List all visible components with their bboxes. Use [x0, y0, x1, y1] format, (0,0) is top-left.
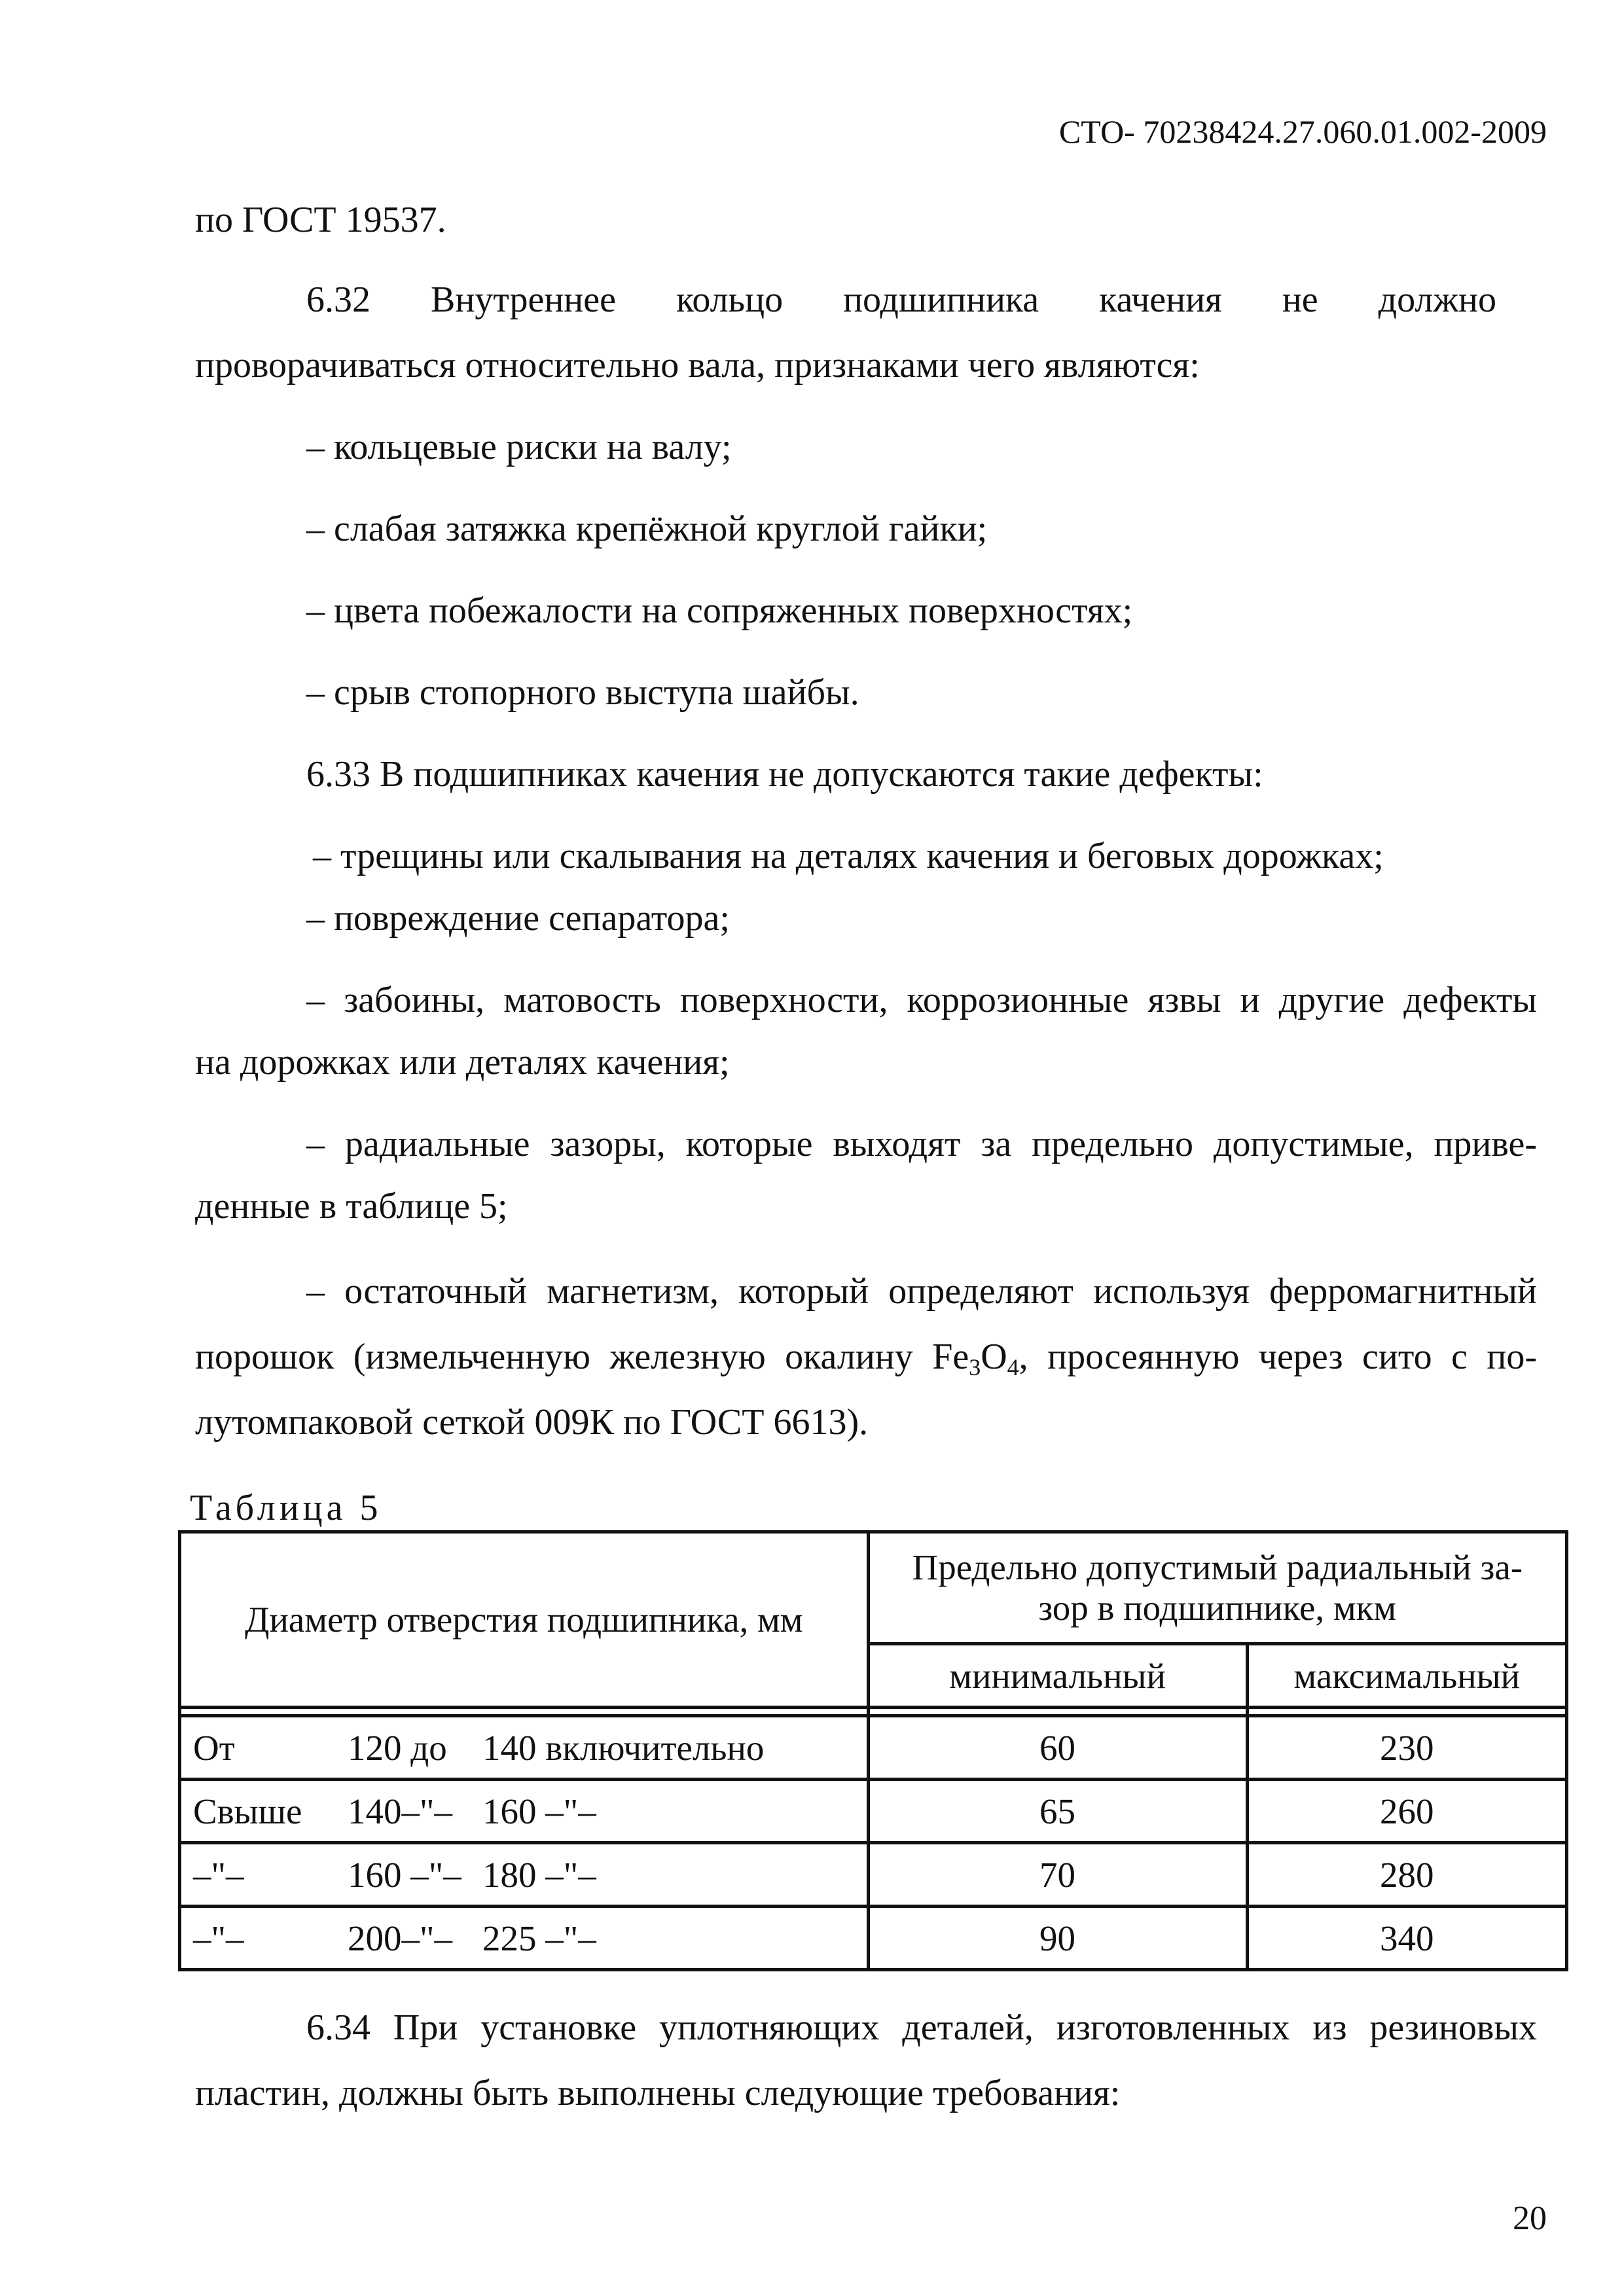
list-item: – радиальные зазоры, которые выходят за предельно допустимые, приве- — [306, 1124, 1537, 1164]
list-item: – слабая затяжка крепёжной круглой гайки; — [306, 509, 988, 549]
paragraph-633: 6.33 В подшипниках качения не допускаются такие дефекты: — [306, 754, 1263, 795]
paragraph-632-line1 — [306, 281, 1496, 318]
min-cell: 70 — [868, 1843, 1247, 1907]
max-cell: 260 — [1247, 1780, 1567, 1843]
list-item: – кольцевые риски на валу; — [306, 427, 732, 467]
table-row — [180, 1843, 1567, 1907]
min-cell: 90 — [868, 1907, 1247, 1970]
word: не — [1282, 279, 1318, 320]
word: качения — [1099, 279, 1222, 320]
header-max: максимальный — [1247, 1644, 1567, 1708]
max-cell: 280 — [1247, 1843, 1567, 1907]
header-diameter: Диаметр отверстия подшипника, мм — [180, 1532, 869, 1708]
list-item: – срыв стопорного выступа шайбы. — [306, 672, 859, 713]
diameter-cell: Свыше 140–"– 160 –"– — [180, 1780, 869, 1843]
paragraph-gost-ref: по ГОСТ 19537. — [195, 200, 446, 240]
word: должно — [1378, 279, 1496, 320]
header-min: минимальный — [868, 1644, 1247, 1708]
max-cell: 230 — [1247, 1716, 1567, 1780]
word: 6.32 — [306, 279, 370, 320]
header-clearance: Предельно допустимый радиальный за- зор в подшипнике, мкм — [868, 1532, 1566, 1644]
table-row — [180, 1780, 1567, 1843]
list-item: – трещины или скалывания на деталях качения и беговых дорожках; — [313, 836, 1384, 876]
max-cell: 340 — [1247, 1907, 1567, 1970]
page-number: 20 — [1513, 2200, 1547, 2237]
min-cell: 65 — [868, 1780, 1247, 1843]
table-row — [180, 1716, 1567, 1780]
word: подшипника — [843, 279, 1039, 320]
word: Внутреннее — [431, 279, 616, 320]
table-row — [180, 1907, 1567, 1970]
list-item: – повреждение сепаратора; — [306, 898, 730, 939]
document-code: СТО- 70238424.27.060.01.002-2009 — [1058, 113, 1547, 150]
table-caption: Таблица 5 — [190, 1488, 382, 1528]
word: кольцо — [676, 279, 784, 320]
list-item-continuation: денные в таблице 5; — [195, 1186, 508, 1227]
paragraph-634-line1: 6.34 При установке уплотняющих деталей, изготовленных из резиновых — [306, 2007, 1537, 2048]
list-item: – забоины, матовость поверхности, коррозионные язвы и другие дефекты — [306, 980, 1537, 1020]
list-item: – цвета побежалости на сопряженных поверхностях; — [306, 590, 1133, 631]
list-item-continuation: лутомпаковой сеткой 009К по ГОСТ 6613). — [195, 1402, 869, 1443]
list-item-continuation: порошок (измельченную железную окалину $Fe_3O_4$, просеянную через сито с по- — [195, 1336, 1537, 1380]
list-item-continuation: на дорожках или деталях качения; — [195, 1042, 730, 1083]
diameter-cell: –"– 160 –"– 180 –"– — [180, 1843, 869, 1907]
diameter-cell: –"– 200–"– 225 –"– — [180, 1907, 869, 1970]
list-item: – остаточный магнетизм, который определяют используя ферромагнитный — [306, 1271, 1537, 1312]
diameter-cell: От 120 до 140 включительно — [180, 1716, 869, 1780]
clearance-table — [178, 1530, 1568, 1971]
min-cell: 60 — [868, 1716, 1247, 1780]
paragraph-634-line2: пластин, должны быть выполнены следующие требования: — [195, 2073, 1121, 2113]
paragraph-632-line2: проворачиваться относительно вала, признаками чего являются: — [195, 345, 1200, 386]
